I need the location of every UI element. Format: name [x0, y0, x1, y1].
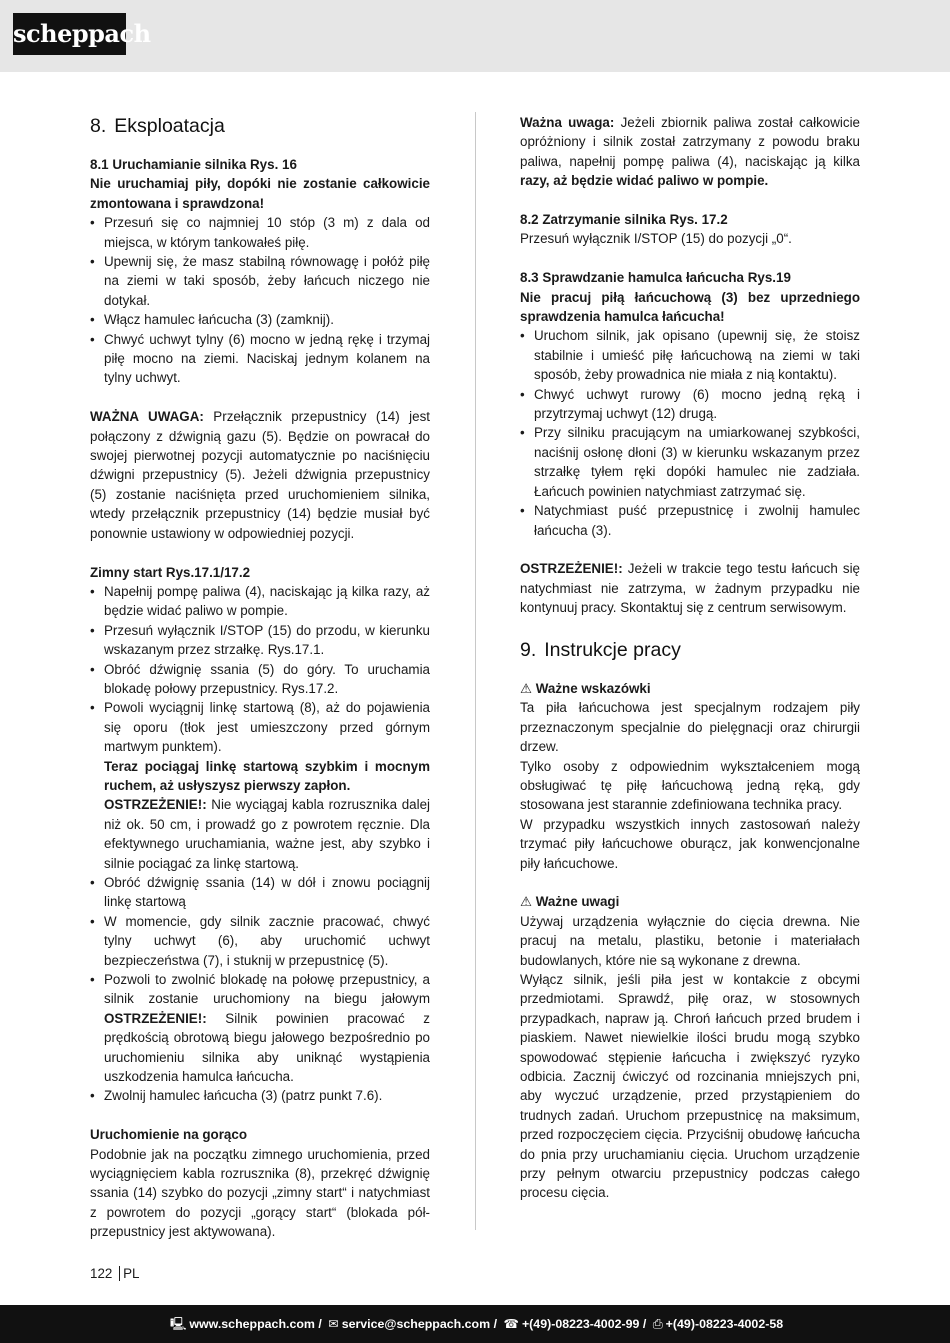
- note-label: WAŻNA UWAGA:: [90, 409, 204, 425]
- page-header: [0, 0, 950, 72]
- important-tips-title: [520, 679, 860, 698]
- right-column: [520, 113, 860, 1203]
- list-item: • Napełnij pompę paliwa (4), naciskając ją kilka razy, aż będzie widać paliwo w pompie.: [90, 582, 430, 621]
- warning-label: OSTRZEŻENIE!:: [520, 561, 623, 577]
- section-8-title: Eksploatacja: [114, 115, 225, 137]
- warning-text: Jeżeli w trakcie tego testu łańcuch się natychmiast nie zatrzyma, w żadnym przypadku nie kontynuuj pracy. Skontaktuj się z centrum serwisowym.: [520, 561, 860, 616]
- note-bold: razy, aż będzie widać paliwo w pompie.: [520, 173, 769, 189]
- list-item: • W momencie, gdy silnik zacznie pracować, chwyć tylny uchwyt (6), aby uruchomić uchwyt bezpieczeństwa (7), i stuknij w przepustnicę (5).: [90, 912, 430, 970]
- section-9-title: Instrukcje pracy: [544, 638, 681, 661]
- section-8-number: 8.: [90, 115, 107, 137]
- paragraph: Używaj urządzenia wyłącznie do cięcia drewna. Nie pracuj na metalu, plastiku, betonie i materiałach budowlanych, które nie są wykonane z drewna.: [520, 913, 860, 968]
- left-column: [90, 113, 430, 1242]
- list-item: • Powoli wyciągnij linkę startową (8), aż do pojawienia się oporu (tłok jest umieszczony przed górnym martwym punktem).: [90, 698, 430, 756]
- paragraph: Tylko osoby z odpowiednim wykształceniem mogą obsługiwać tę piłę łańcuchową jedną ręką, gdy stosowana jest starannie zdefiniowana technika pracy.: [520, 758, 860, 813]
- note-text: Jeżeli zbiornik paliwa został całkowicie opróżniony i silnik został zatrzymany z powodu braku paliwa, napełnij pompę paliwa (4), naciskając ją kilka: [520, 115, 860, 169]
- list-item: • Uruchom silnik, jak opisano (upewnij się, że stoisz stabilnie i umieść piłę łańcuchową na ziemi w taki sposób, żeby prowadnica nie miała z nią kontaktu).: [520, 326, 860, 384]
- section-9-heading: [520, 637, 860, 663]
- footer-website[interactable]: www.scheppach.com: [189, 1317, 315, 1331]
- footer-fax: +(49)-08223-4002-58: [665, 1317, 784, 1331]
- cold-start-warning: [90, 795, 430, 873]
- paragraph: Ta piła łańcuchowa jest specjalnym rodzajem piły przeznaczonym specjalnie do pielęgnacji oraz chirurgii drzew.: [520, 700, 860, 755]
- section-8-3-title: 8.3 Sprawdzanie hamulca łańcucha Rys.19: [520, 270, 791, 286]
- important-note: [90, 407, 430, 543]
- footer-phone: +(49)-08223-4002-99: [521, 1317, 640, 1331]
- page-footer: [0, 1305, 950, 1343]
- cold-start-bold: Teraz pociągaj linkę startową szybkim i mocnym ruchem, aż usłyszysz pierwszy zapłon.: [104, 758, 430, 793]
- page-language: PL: [123, 1266, 140, 1281]
- note-label: Ważna uwaga:: [520, 115, 615, 130]
- section-8-2-text: Przesuń wyłącznik I/STOP (15) do pozycji „0“.: [520, 231, 792, 247]
- mail-icon: ✉: [328, 1317, 339, 1331]
- hot-start-text: Podobnie jak na początku zimnego uruchomienia, przed wyciągnięciem kabla rozrusznika (8), przekręć dźwignię ssania (14) szybko do pozycji „zimny start“ i natychmiast z powrotem do pozycji „gorący start“ (blokada pół-przepustnicy jest aktywowana).: [90, 1146, 430, 1240]
- phone-icon: ☎: [503, 1317, 519, 1331]
- list-item: [90, 970, 430, 1086]
- footer-separator: /: [642, 1317, 647, 1331]
- section-8-heading: [90, 113, 430, 139]
- list-item: • Włącz hamulec łańcucha (3) (zamknij).: [90, 310, 430, 329]
- fax-icon: ⎙: [652, 1317, 663, 1331]
- section-8-1-list: [90, 213, 430, 388]
- important-notes-title: [520, 892, 860, 911]
- section-8-3-list: [520, 326, 860, 539]
- paragraph: W przypadku wszystkich innych zastosowań należy trzymać piły łańcuchowe oburącz, jak konwencjonalne piły łańcuchowe.: [520, 816, 860, 871]
- section-8-2-title: 8.2 Zatrzymanie silnika Rys. 17.2: [520, 212, 728, 228]
- list-item: • Przesuń wyłącznik I/STOP (15) do przodu, w kierunku wskazanym przez strzałkę. Rys.17.1.: [90, 621, 430, 660]
- cold-start-title: Zimny start Rys.17.1/17.2: [90, 564, 251, 580]
- computer-icon: 🖳: [169, 1317, 187, 1331]
- warning-triangle-icon: ⚠: [520, 680, 533, 696]
- list-item: • Zwolnij hamulec łańcucha (3) (patrz punkt 7.6).: [90, 1086, 430, 1105]
- brand-logo: scheppach: [13, 13, 126, 55]
- hot-start-title: Uruchomienie na gorąco: [90, 1127, 248, 1143]
- section-8-3-warning2: [520, 559, 860, 617]
- release-text: Pozwoli to zwolnić blokadę na połowę przepustnicy, a silnik zostanie uruchomiony na biegu jałowym: [104, 972, 430, 1007]
- column-divider: [475, 112, 476, 1230]
- list-item: • Upewnij się, że masz stabilną równowagę i połóż piłę na ziemi w taki sposób, żeby łańcuch niczego nie dotykał.: [90, 252, 430, 310]
- page-number: [90, 1266, 139, 1281]
- footer-separator: /: [493, 1317, 498, 1331]
- list-item: • Obróć dźwignię ssania (5) do góry. To uruchamia blokadę połowy przepustnicy. Rys.17.2.: [90, 660, 430, 699]
- release-warning-text: Silnik powinien pracować z prędkością obrotową biegu jałowego bezpośrednio po uruchomieniu silnika aby uniknąć wystąpienia uszkodzenia hamulca łańcucha.: [104, 1010, 430, 1085]
- section-8-3-warning: Nie pracuj piłą łańcuchową (3) bez uprzedniego sprawdzenia hamulca łańcucha!: [520, 289, 860, 325]
- warning-label: OSTRZEŻENIE!:: [104, 797, 207, 813]
- section-9-number: 9.: [520, 638, 537, 661]
- footer-separator: /: [318, 1317, 322, 1331]
- note-text: Przełącznik przepustnicy (14) jest połączony z dźwignią gazu (5). Będzie on powracał do swojej pierwotnej pozycji automatycznie po naciśnięciu dźwigni przepustnicy (5). Jeżeli dźwignia przepustnicy (5) zostanie naciśnięta przed uruchomieniem silnika, wtedy przełącznik przepustnicy (14) będzie musiał być ponownie ustawiony w odpowiedniej pozycji.: [90, 409, 430, 541]
- list-item: • Przesuń się co najmniej 10 stóp (3 m) z dala od miejsca, w którym tankowałeś piłę.: [90, 213, 430, 252]
- important-tips-label: Ważne wskazówki: [535, 680, 651, 696]
- section-8-1-title: 8.1 Uruchamianie silnika Rys. 16: [90, 157, 297, 172]
- fuel-note: [520, 113, 860, 191]
- footer-email[interactable]: service@scheppach.com: [341, 1317, 491, 1331]
- paragraph: Wyłącz silnik, jeśli piła jest w kontakcie z obcymi przedmiotami. Sprawdź, piłę oraz, w stosownych przypadkach, napraw ją. Chroń łańcuch przed brudem i piaskiem. Nawet niewielkie ilości brudu mogą szybko spowodować stępienie łańcucha i zwiększyć ryzyko odbicia. Zacznij ćwiczyć od rozcinania mniejszych pni, aby wyczuć urządzenie, przed przystąpieniem do trudnych zadań. Uruchom przepustnicę na maksimum, przed rozpoczęciem cięcia. Przyciśnij obudowę łańcucha do pnia przy uruchamianiu cięcia. Uruchom urządzenie przy pełnym otwarciu przepustnicy podczas całego procesu cięcia.: [520, 971, 860, 1201]
- important-notes-label: Ważne uwagi: [535, 894, 620, 910]
- list-item: • Natychmiast puść przepustnicę i zwolnij hamulec łańcucha (3).: [520, 501, 860, 540]
- list-item: • Chwyć uchwyt rurowy (6) mocno jedną ręką i przytrzymaj uchwyt (12) drugą.: [520, 385, 860, 424]
- list-item: • Obróć dźwignię ssania (14) w dół i znowu pociągnij linkę startową: [90, 873, 430, 912]
- warning-text: Nie wyciągaj kabla rozrusznika dalej niż ok. 50 cm, i prowadź go z powrotem ręcznie. Dla efektywnego uruchamiania, ważne jest, aby szybko i silnie pociągać za linkę startową.: [104, 797, 430, 871]
- section-8-1-warning: Nie uruchamiaj piły, dopóki nie zostanie całkowicie zmontowana i sprawdzona!: [90, 176, 430, 211]
- list-item: • Chwyć uchwyt tylny (6) mocno w jedną rękę i trzymaj piłę mocno na ziemi. Naciskaj jednym kolanem na tylny uchwyt.: [90, 330, 430, 388]
- page-number-value: 122: [90, 1266, 113, 1281]
- warning-label: OSTRZEŻENIE!:: [104, 1010, 207, 1026]
- list-item: • Przy silniku pracującym na umiarkowanej szybkości, naciśnij osłonę dłoni (3) w kierunku wskazanym przez strzałkę tyłem ręki dopóki hamulec nie zadziała. Łańcuch powinien natychmiast zatrzymać się.: [520, 423, 860, 501]
- warning-triangle-icon: ⚠: [520, 894, 533, 910]
- cold-start-list: [90, 582, 430, 1106]
